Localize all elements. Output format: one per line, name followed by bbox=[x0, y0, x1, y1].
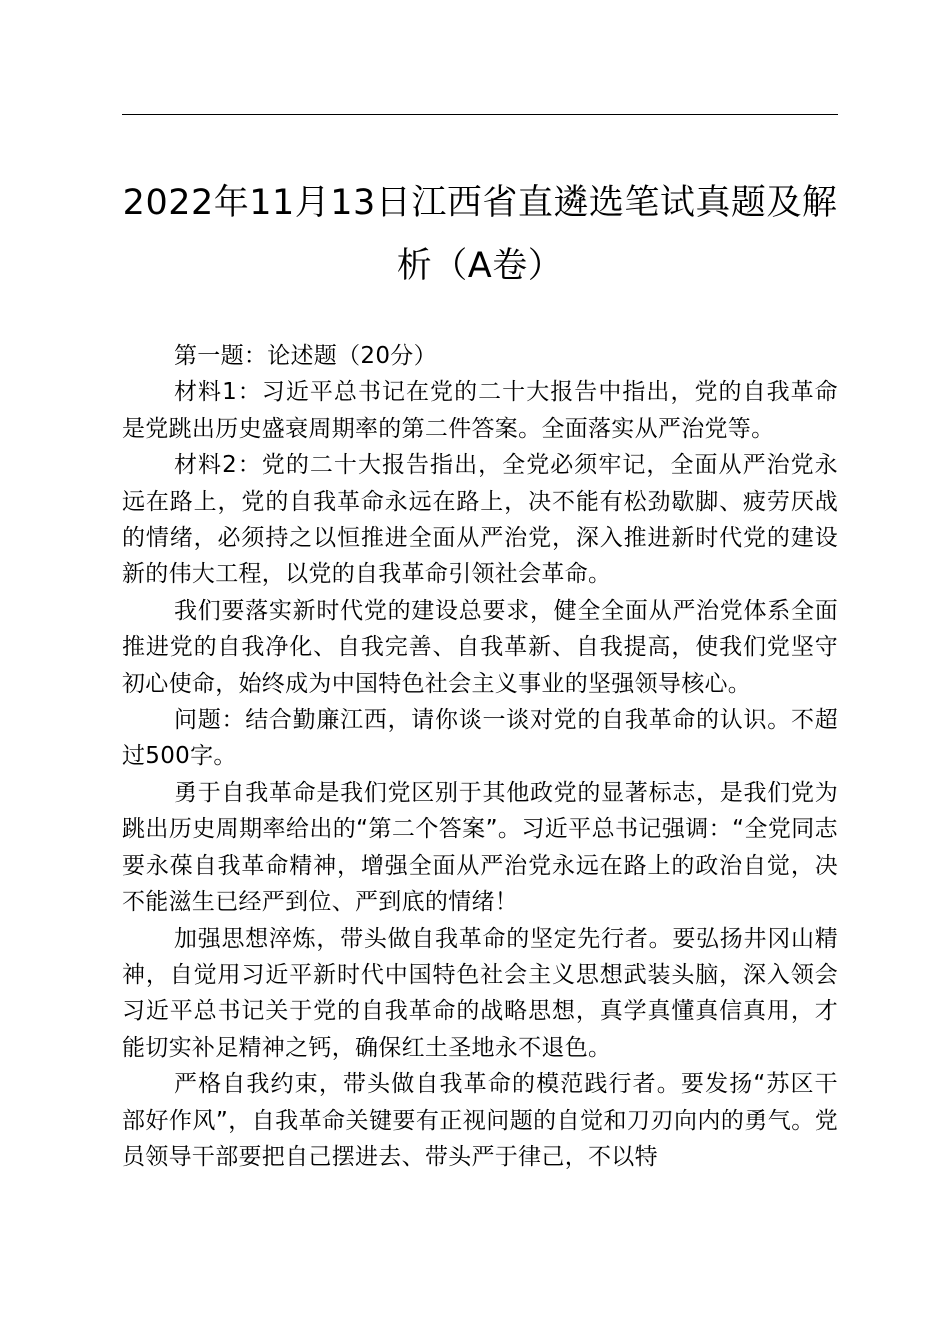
document-body bbox=[122, 338, 838, 1175]
material-2: 材料2：党的二十大报告指出，全党必须牢记，全面从严治党永远在路上，党的自我革命永远在路上，决不能有松劲歇脚、疲劳厌战的情绪，必须持之以恒推进全面从严治党，深入推进新时代党的建设新的伟大工程，以党的自我革命引领社会革命。 bbox=[122, 452, 838, 588]
answer-paragraph: 严格自我约束，带头做自我革命的模范践行者。要发扬“苏区干部好作风”，自我革命关键要有正视问题的自觉和刀刃向内的勇气。党员领导干部要把自己摆进去、带头严于律己，不以特 bbox=[122, 1071, 838, 1170]
header-rule bbox=[122, 114, 838, 115]
material-1: 材料1：习近平总书记在党的二十大报告中指出，党的自我革命是党跳出历史盛衰周期率的第二件答案。全面落实从严治党等。 bbox=[122, 379, 838, 442]
material-paragraph: 我们要落实新时代党的建设总要求，健全全面从严治党体系全面推进党的自我净化、自我完善、自我革新、自我提高，使我们党坚守初心使命，始终成为中国特色社会主义事业的坚强领导核心。 bbox=[122, 597, 838, 697]
page-title: 2022年11月13日江西省直遴选笔试真题及解析（A卷） bbox=[122, 183, 838, 286]
answer-paragraph: 加强思想淬炼，带头做自我革命的坚定先行者。要弘扬井冈山精神，自觉用习近平新时代中国特色社会主义思想武装头脑，深入领会习近平总书记关于党的自我革命的战略思想，真学真懂真信真用，才能切实补足精神之钙，确保红土圣地永不退色。 bbox=[122, 925, 838, 1061]
question-heading: 第一题：论述题（20分） bbox=[174, 343, 437, 369]
question-prompt: 问题：结合勤廉江西，请你谈一谈对党的自我革命的认识。不超过500字。 bbox=[122, 707, 838, 770]
answer-paragraph: 勇于自我革命是我们党区别于其他政党的显著标志，是我们党为跳出历史周期率给出的“第二个答案”。习近平总书记强调：“全党同志要永葆自我革命精神，增强全面从严治党永远在路上的政治自觉，决不能滋生已经严到位、严到底的情绪！ bbox=[122, 779, 838, 916]
